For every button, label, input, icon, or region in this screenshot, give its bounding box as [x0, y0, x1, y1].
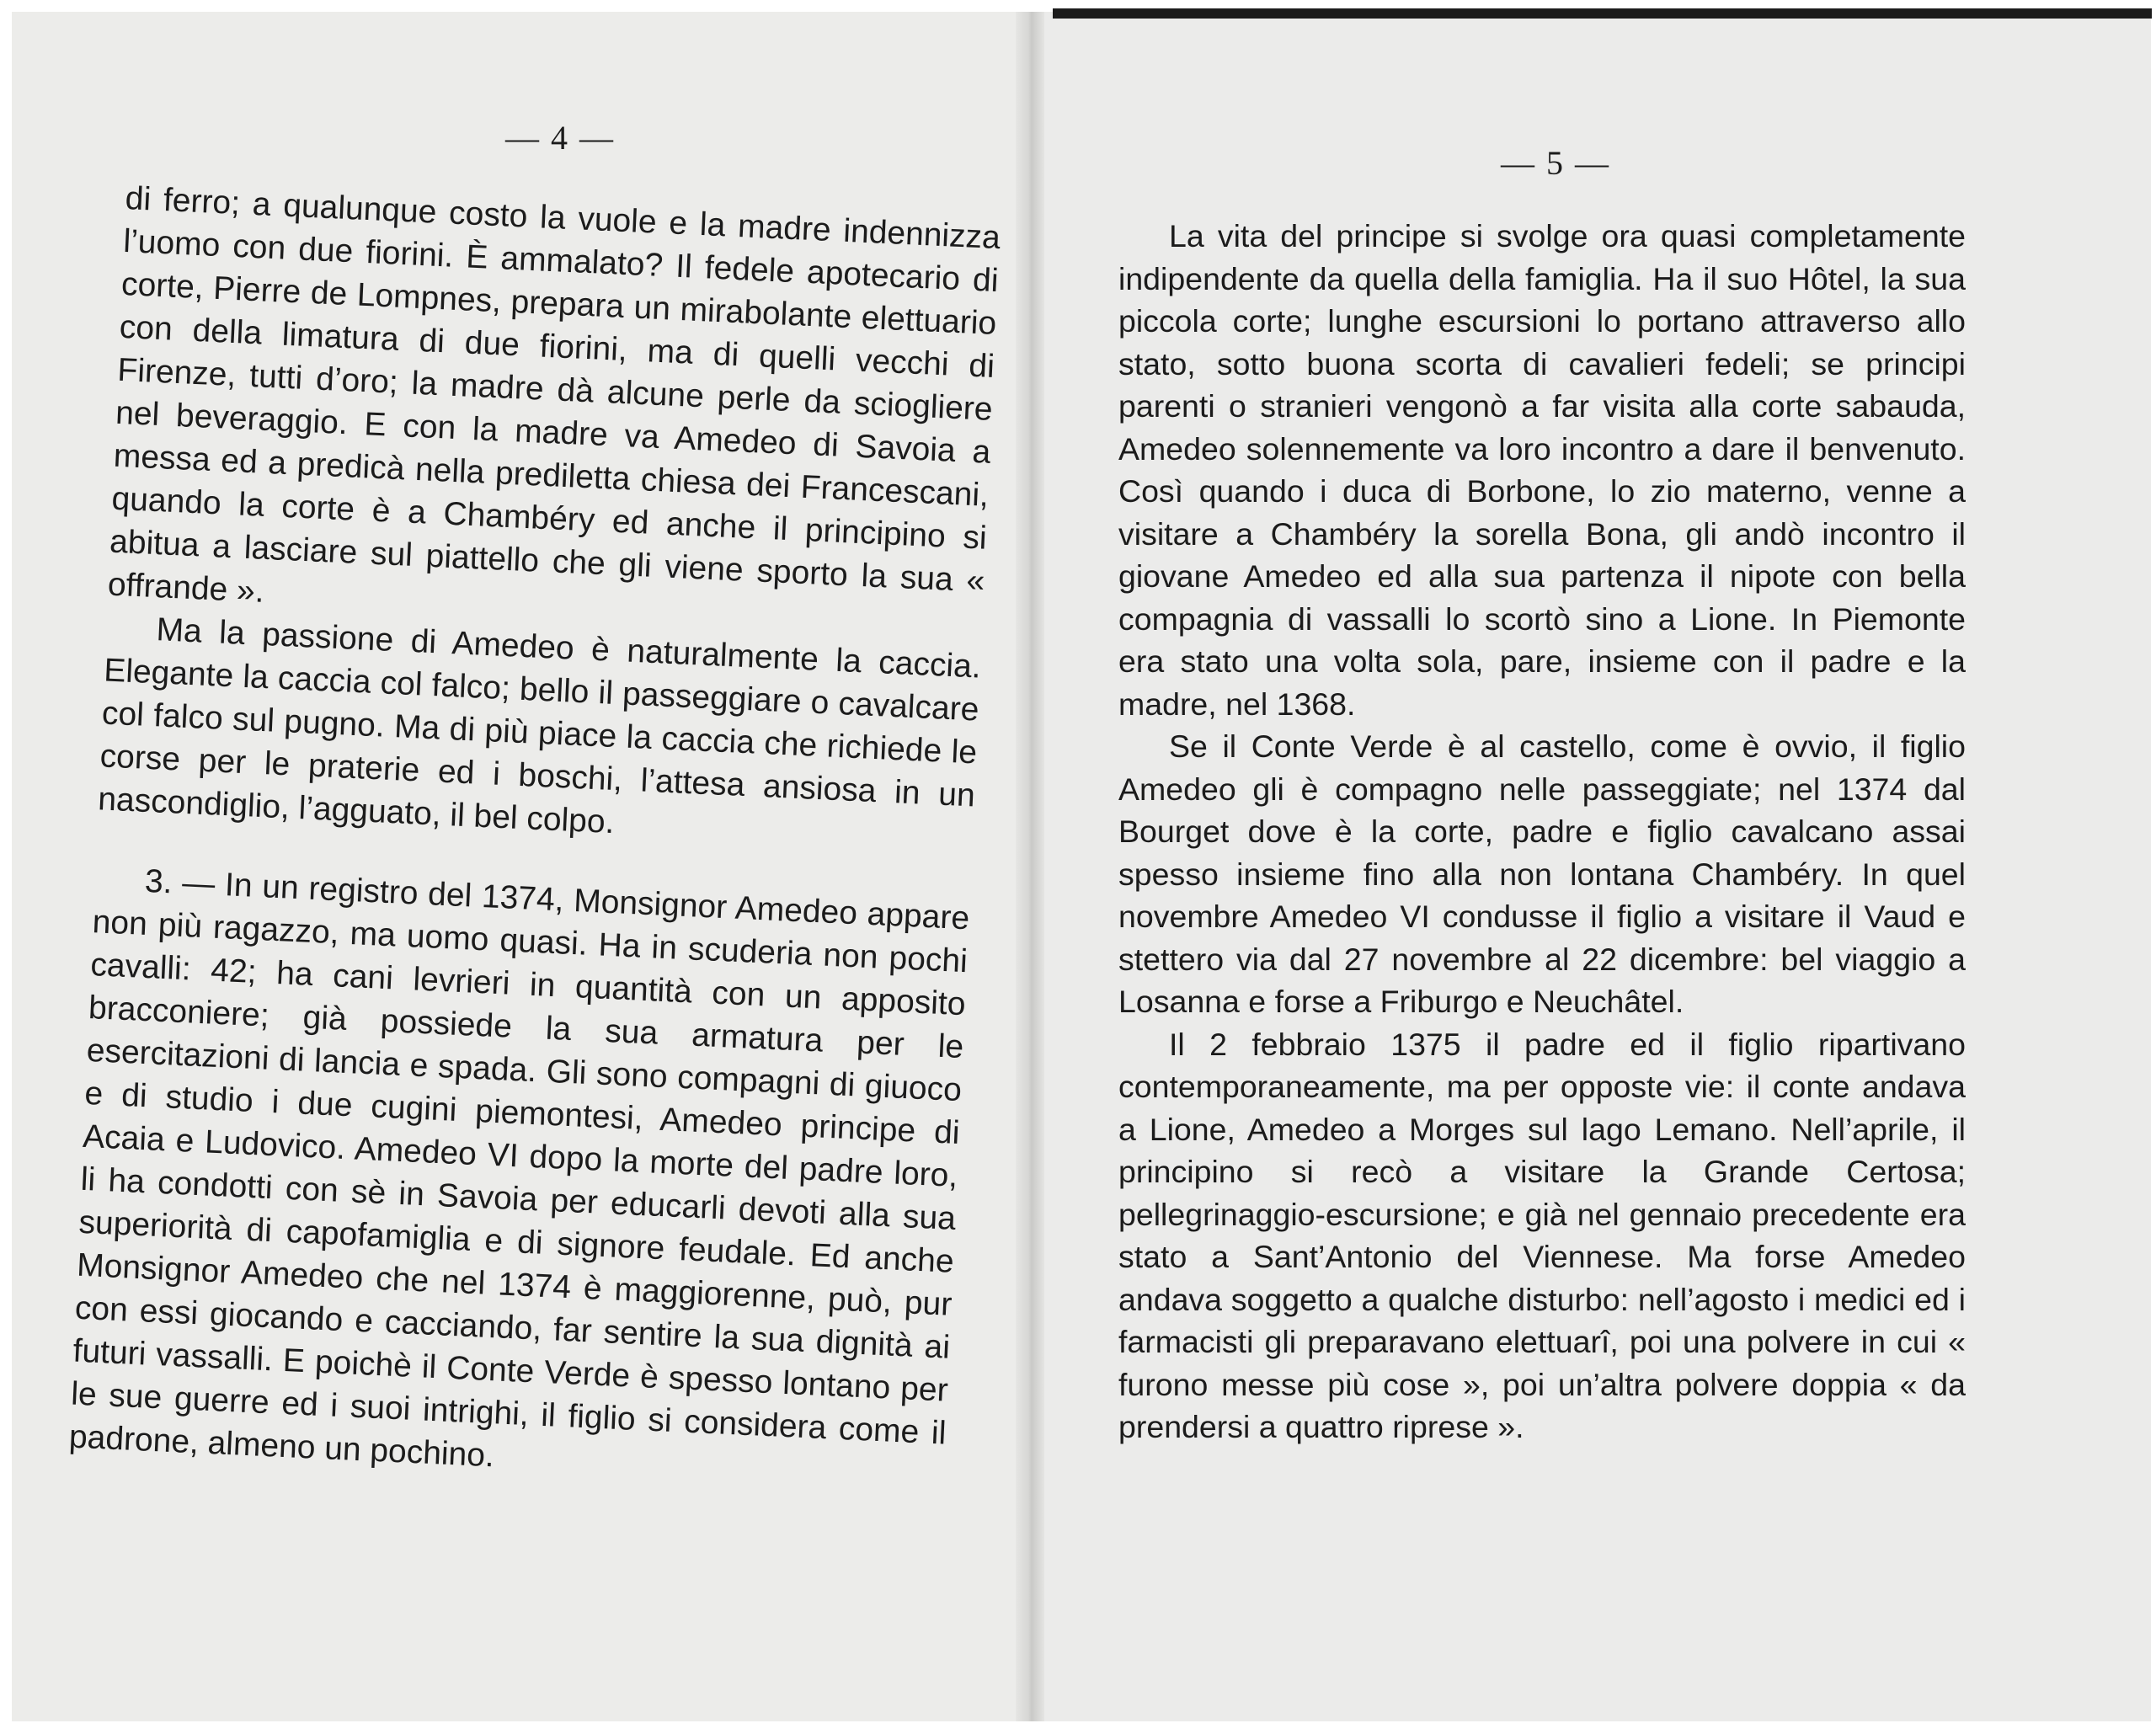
- book-gutter: [1016, 12, 1044, 1721]
- left-page-text: [68, 177, 1001, 1498]
- right-page-text: [1118, 215, 1966, 1449]
- paragraph: Il 2 febbraio 1375 il padre ed il figlio ripartivano contemporaneamente, ma per opposte vie: il conte andava a Lione, Amedeo a Morges sul lago Lemano. Nell’aprile, il principino si recò a visitare la Grande Certosa; pellegrinaggio-escursione; e già nel gennaio precedente era stato a Sant’Antonio del Viennese. Ma forse Amedeo andava soggetto a qualche disturbo: nell’agosto i medici ed i farmacisti gli preparavano elettuarî, poi una polvere in cui « furono messe più cose », poi un’altra polvere doppia « da prendersi a quattro riprese ».: [1118, 1026, 1966, 1444]
- page-top-edge: [1053, 8, 2152, 19]
- page-number-left: — 4 —: [505, 119, 615, 157]
- paragraph: Se il Conte Verde è al castello, come è ovvio, il figlio Amedeo gli è compagno nelle passeggiate; nel 1374 dal Bourget dove è la corte, padre e figlio cavalcano assai spesso insieme fino alla non lontana Chambéry. In quel novembre Amedeo VI condusse il figlio a visitare il Vaud e stettero via dal 27 novembre al 22 dicembre: bel viaggio a Losanna e forse a Friburgo e Neuchâtel.: [1118, 728, 1966, 1019]
- paragraph: Ma la passione di Amedeo è naturalmente la caccia. Elegante la caccia col falco; bello il passeggiare o cavalcare col falco sul pugno. Ma di più piace la caccia che richiede le corse per le praterie ed i boschi, l’attesa ansiosa in un nascondiglio, l’agguato, il bel colpo.: [97, 611, 982, 841]
- paragraph: di ferro; a qualunque costo la vuole e la madre indennizza l’uomo con due fiorini. È ammalato? Il fedele apotecario di corte, Pierre de Lompnes, prepara un mirabolante elettuario con della limatura di due fiorini, ma di quelli vecchi di Firenze, tutti d’oro; la madre dà alcune perle da sciogliere nel beveraggio. E con la madre va Amedeo di Savoia a messa ed a predicà nella prediletta chiesa dei Francescani, quando la corte è a Chambéry ed anche il principino si abitua a lasciare sul piattello che gli viene sporto la sua « offrande ».: [107, 179, 1001, 610]
- page-number-right: — 5 —: [1501, 144, 1610, 182]
- section-paragraph: 3. — In un registro del 1374, Monsignor Amedeo appare non più ragazzo, ma uomo quasi. Ha in scuderia non pochi cavalli: 42; ha cani levrieri in quantità con un apposito bracconiere; già possiede la sua armatura per le esercitazioni di lancia e spada. Gli sono compagni di giuoco e di studio i due cugini piemontesi, Amedeo principe di Acaia e Ludovico. Amedeo VI dopo la morte del padre loro, li ha condotti con sè in Savoia per educarli devoti alla sua superiorità di capofamiglia e di signore feudale. Ed anche Monsignor Amedeo che nel 1374 è maggiorenne, può, pur con essi giocando e cacciando, far sentire la sua dignità ai futuri vassalli. E poichè il Conte Verde è spesso lontano per le sue guerre ed i suoi intrighi, il figlio si considera come il padrone, almeno un pochino.: [68, 862, 971, 1475]
- paragraph: La vita del principe si svolge ora quasi completamente indipendente da quella della famiglia. Ha il suo Hôtel, la sua piccola corte; lunghe escursioni lo portano attraverso allo stato, sotto buona scorta di cavalieri fedeli; se principi parenti o stranieri vengonò a far visita alla corte sabauda, Amedeo solennemente va loro incontro a dare il benvenuto. Così quando i duca di Borbone, lo zio materno, venne a visitare a Chambéry la sorella Bona, gli andò incontro il giovane Amedeo ed alla sua partenza il nipote con bella compagnia di vassalli lo scortò sino a Lione. In Piemonte era stato una volta sola, pare, insieme con il padre e la madre, nel 1368.: [1118, 218, 1966, 722]
